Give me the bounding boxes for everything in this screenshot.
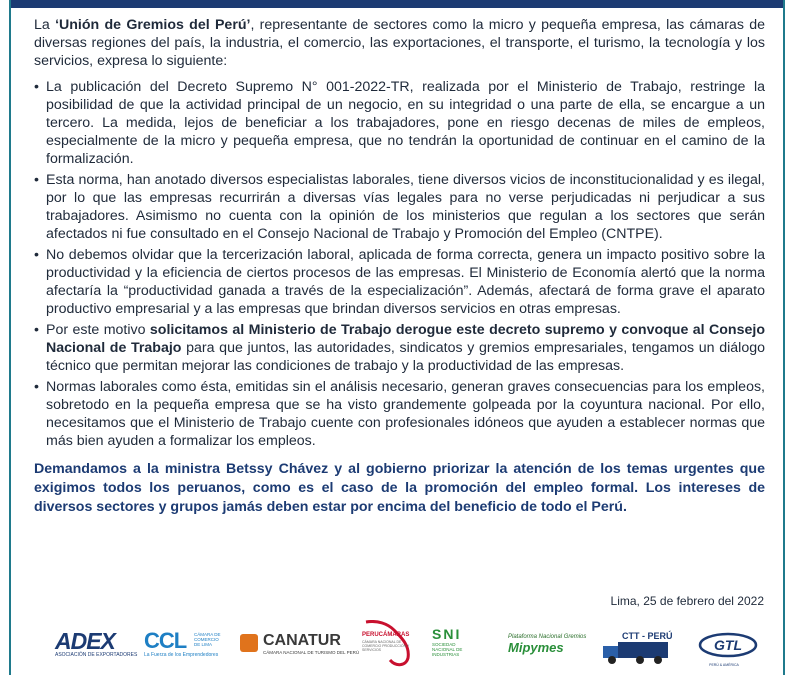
ccl-logo: CCL CÁMARA DE COMERCIO DE LIMA La Fuerza de los Emprendedores [144, 628, 221, 658]
mipymes-logo: Plataforma Nacional Gremios Mipymes [508, 634, 587, 655]
intro-paragraph [34, 16, 765, 70]
adex-logo: ADEX ASOCIACIÓN DE EXPORTADORES [55, 628, 138, 658]
perucamaras-logo: PERUCÁMARAS CÁMARA NACIONAL DE COMERCIO PRODUCCIÓN Y SERVICIOS [358, 620, 418, 668]
bullet-item: • Esta norma, han anotado diversos especialistas laborales, tiene diversos vicios de inconstitucionalidad y es ilegal, por lo que las empresas recurrirán a diversas vías legales para no verse perjudicadas ni perjudicar a sus trabajadores. Asimismo no cuenta con la opinión de los ministerios que regulan a los sectores que serán afectados ni fue consultado en el Consejo Nacional de Trabajo y Promoción del Empleo (CNTPE). [34, 171, 765, 243]
canatur-mark-icon [240, 634, 258, 652]
bullet4-after: para que juntos, las autoridades, sindicatos y gremios empresariales, tengamos un diálogo técnico que permitan mejorar las condiciones de trabajo y la productividad de las empresas. [46, 340, 765, 374]
bullet4-before: Por este motivo [46, 322, 150, 338]
bullet-list [34, 78, 765, 450]
bullet-item: • La publicación del Decreto Supremo N° 001-2022-TR, realizada por el Ministerio de Trabajo, restringe la posibilidad de que la actividad principal de un negocio, en su integridad o una parte de ella, se encargue a un tercero. La medida, lejos de beneficiar a los trabajadores, pone en riesgo decenas de miles de empleos, especialmente de la micro y pequeña empresa, que no tendrán la oportunidad de continuar en el camino de la formalización. [34, 78, 765, 168]
intro-before: La [34, 17, 56, 33]
demand-paragraph: Demandamos a la ministra Betssy Chávez y al gobierno priorizar la atención de los temas urgentes que exigimos todos los peruanos, como es el caso de la promoción del empleo formal. Los intereses de diversos sectores y grupos jamás deben estar por encima del beneficio de todo el Perú. [34, 461, 765, 515]
bullet-item: • Normas laborales como ésta, emitidas sin el análisis necesario, generan graves consecuencias para los empleos, sobretodo en la pequeña empresa que se ha visto grandemente golpeada por la coyuntura nacional. Por ello, necesitamos que el Ministerio de Trabajo cuente con profesionales idóneos que ayuden a establecer normas que más bien ayuden a formalizar los empleos. [34, 378, 765, 450]
gtl-logo: GTL PERÚ & AMÉRICA [698, 632, 758, 667]
gtl-emblem-icon [698, 632, 758, 658]
organization-name: ‘Unión de Gremios del Perú’ [55, 17, 251, 33]
intro-after: , representante de sectores como la micro y pequeña empresa, las cámaras de diversas regiones del país, la industria, el comercio, las exportaciones, el transporte, el turismo, la tecnología y los servicios, expresa lo siguiente: [34, 17, 765, 69]
bullet4-bold: solicitamos al Ministerio de Trabajo derogue este decreto supremo y convoque al Consejo Nacional de Trabajo [46, 322, 765, 356]
bullet-item [34, 321, 765, 375]
statement-body [34, 16, 765, 517]
signature-date: Lima, 25 de febrero del 2022 [610, 594, 764, 608]
sni-logo: SNI SOCIEDAD NACIONAL DE INDUSTRIAS [432, 626, 463, 657]
bullet-item: • No debemos olvidar que la tercerización laboral, aplicada de forma correcta, genera un impacto positivo sobre la productividad y la eficiencia de ciertos procesos de las empresas. El Ministerio de Economía alertó que la norma afectaría la “productividad ganada a través de la especialización”. Además, afectará de forma grave el aparato productivo empresarial y a las empresas que brindan diversos servicios en otras empresas. [34, 246, 765, 318]
svg-text:GTL: GTL [714, 637, 742, 653]
ctt-logo: CTT - PERÚ [600, 632, 675, 666]
logo-strip: ADEX ASOCIACIÓN DE EXPORTADORES CCL CÁMARA DE COMERCIO DE LIMA La Fuerza de los Emprendedores CANATUR CÁMARA NACIONAL DE TURISMO DEL PERÚ PERUCÁMARAS CÁMARA NACIONAL DE COMERCIO PRODUCCIÓN Y SERVICIOS SNI SOCIEDAD NACIONAL DE INDUSTRIAS Plataforma Nacional Gremios Mipymes CTT - PERÚ GTL PERÚ & AMÉRICA [40, 618, 770, 668]
